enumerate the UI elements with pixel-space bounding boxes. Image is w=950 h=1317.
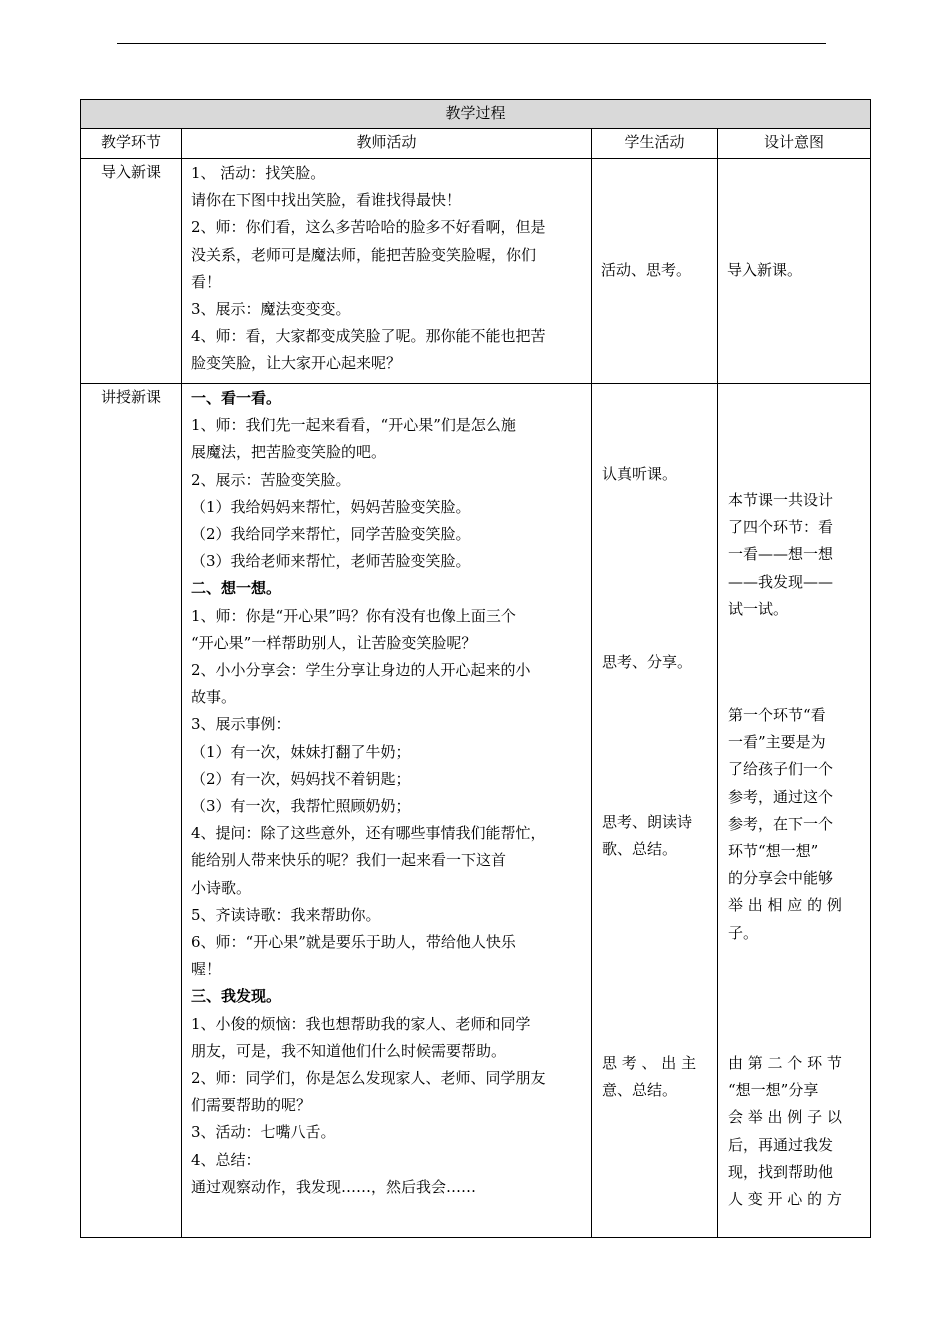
intent-text: 人 变 开 心 的 方	[728, 1190, 842, 1209]
teacher-line: 3、展示：魔法变变变。	[191, 300, 351, 319]
student-text: 认真听课。	[602, 465, 678, 483]
teacher-line: 4、师：看，大家都变成笑脸了呢。那你能不能也把苦	[191, 327, 546, 346]
intent-text: 会 举 出 例 子 以	[728, 1108, 842, 1127]
teacher-line: 5、齐读诗歌：我来帮助你。	[191, 905, 381, 924]
teaching-process-table	[80, 99, 871, 1238]
section-heading: 二、想一想。	[191, 579, 282, 598]
stage-cell: 讲授新课	[81, 384, 182, 1238]
intent-group	[728, 702, 842, 947]
teacher-line: 2、小小分享会：学生分享让身边的人开心起来的小	[191, 661, 531, 680]
table-title-row	[81, 100, 871, 129]
teacher-line: 4、总结：	[191, 1150, 261, 1169]
teacher-line: 1、师：你是“开心果”吗？你有没有也像上面三个	[191, 606, 516, 625]
teacher-line: 们需要帮助的呢？	[191, 1096, 312, 1115]
intent-text: 了四个环节：看	[728, 518, 834, 537]
teacher-line: 2、师：你们看，这么多苦哈哈的脸多不好看啊，但是	[191, 218, 546, 237]
teacher-line: 请你在下图中找出笑脸，看谁找得最快！	[191, 191, 462, 210]
teacher-line: 1、小俊的烦恼：我也想帮助我的家人、老师和同学	[191, 1014, 531, 1033]
student-text: 活动、思考。	[601, 261, 692, 280]
teacher-line: 小诗歌。	[191, 878, 252, 897]
teacher-line: （3）有一次，我帮忙照顾奶奶；	[191, 797, 411, 816]
intent-cell	[718, 159, 871, 384]
teacher-line: 喔！	[191, 960, 222, 979]
intent-text: 参考，通过这个	[728, 787, 834, 806]
teacher-line: 6、师：“开心果”就是要乐于助人，带给他人快乐	[191, 933, 516, 952]
teacher-line: （2）我给同学来帮忙，同学苦脸变笑脸。	[191, 525, 471, 544]
teacher-line: 脸变笑脸，让大家开心起来呢？	[191, 354, 402, 373]
stage-cell: 导入新课	[81, 159, 182, 384]
teacher-cell	[182, 159, 592, 384]
student-cell	[592, 159, 718, 384]
student-text: 意、总结。	[602, 1081, 678, 1100]
student-group	[602, 461, 677, 488]
intent-text: 试一试。	[728, 599, 789, 618]
header-rule	[117, 43, 826, 44]
table-header-row	[81, 129, 871, 159]
intent-text: 本节课一共设计	[728, 491, 834, 509]
teacher-line: 没关系，老师可是魔法师，能把苦脸变笑脸喔，你们	[191, 245, 537, 264]
teacher-line: （1）我给妈妈来帮忙，妈妈苦脸变笑脸。	[191, 497, 471, 516]
header-teacher: 教师活动	[182, 129, 592, 159]
intent-group	[728, 1050, 842, 1213]
intent-text: ——我发现——	[728, 572, 834, 591]
teacher-line: 2、师：同学们，你是怎么发现家人、老师、同学朋友	[191, 1069, 546, 1088]
student-cell	[592, 384, 718, 1238]
student-text: 歌、总结。	[602, 840, 678, 859]
intent-text: 子。	[728, 923, 759, 942]
teacher-line: （3）我给老师来帮忙，老师苦脸变笑脸。	[191, 552, 471, 571]
intent-text: 了给孩子们一个	[728, 760, 834, 779]
teacher-line: 能给别人带来快乐的呢？我们一起来看一下这首	[191, 851, 507, 870]
intent-text: “想一想”分享	[728, 1081, 819, 1100]
header-student: 学生活动	[592, 129, 718, 159]
intent-text: 现，找到帮助他	[728, 1162, 834, 1181]
intent-cell	[718, 384, 871, 1238]
intent-text: 参考，在下一个	[728, 814, 834, 833]
student-group	[602, 809, 692, 863]
teacher-line: 展魔法，把苦脸变笑脸的吧。	[191, 443, 387, 462]
header-stage: 教学环节	[81, 129, 182, 159]
teacher-line: 4、提问：除了这些意外，还有哪些事情我们能帮忙，	[191, 824, 546, 843]
intent-text: 举 出 相 应 的 例	[728, 896, 842, 915]
table-title: 教学过程	[81, 100, 871, 129]
table-row	[81, 159, 871, 384]
header-intent: 设计意图	[718, 129, 871, 159]
student-text: 思考、朗读诗	[602, 813, 693, 831]
teacher-line: 3、展示事例：	[191, 715, 291, 734]
teacher-line: 1、 活动：找笑脸。	[191, 164, 326, 182]
teacher-line: 3、活动：七嘴八舌。	[191, 1123, 336, 1142]
teacher-line: 2、展示：苦脸变笑脸。	[191, 470, 351, 489]
section-heading: 一、看一看。	[191, 389, 282, 407]
intent-group	[728, 487, 833, 623]
intent-text: 后，再通过我发	[728, 1135, 834, 1154]
teacher-line: 通过观察动作，我发现……，然后我会……	[191, 1177, 477, 1196]
teacher-cell	[182, 384, 592, 1238]
student-group	[602, 1050, 696, 1104]
teacher-line: （2）有一次，妈妈找不着钥匙；	[191, 769, 411, 788]
intent-text: 一看——想一想	[728, 545, 834, 564]
teacher-line: 朋友，可是，我不知道他们什么时候需要帮助。	[191, 1041, 507, 1060]
intent-text: 的分享会中能够	[728, 869, 834, 888]
student-text: 思考、分享。	[602, 653, 693, 671]
teacher-line: 1、师：我们先一起来看看，“开心果”们是怎么施	[191, 416, 516, 435]
table-row	[81, 384, 871, 1238]
student-text: 思 考 、 出 主	[602, 1054, 697, 1072]
teacher-line: 看！	[191, 272, 222, 291]
intent-text: 由 第 二 个 环 节	[728, 1054, 842, 1072]
intent-text: 环节“想一想”	[728, 842, 819, 861]
intent-text: 一看”主要是为	[728, 733, 826, 752]
intent-text: 第一个环节“看	[728, 706, 826, 724]
section-heading: 三、我发现。	[191, 987, 282, 1006]
intent-text: 导入新课。	[727, 261, 803, 280]
teacher-line: “开心果”一样帮助别人，让苦脸变笑脸呢？	[191, 633, 477, 652]
teacher-line: 故事。	[191, 688, 237, 707]
teacher-line: （1）有一次，妹妹打翻了牛奶；	[191, 742, 411, 761]
student-group	[602, 649, 692, 676]
